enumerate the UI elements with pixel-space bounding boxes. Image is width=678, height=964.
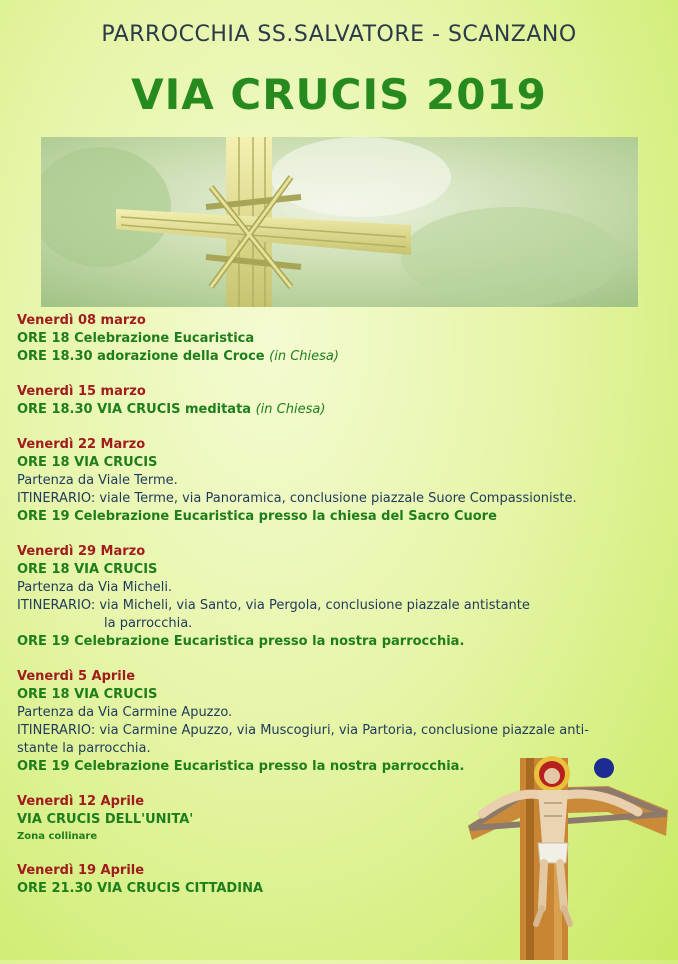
crucifix-image: [468, 748, 668, 960]
event-date: Venerdì 15 marzo: [17, 384, 146, 399]
event-date: Venerdì 19 Aprile: [17, 863, 145, 878]
event-line: ORE 18.30 adorazione della Croce (in Chiesa): [17, 349, 339, 364]
event-date: Venerdì 5 Aprile: [17, 669, 136, 684]
event-departure: Partenza da Via Micheli.: [17, 580, 173, 595]
event-itinerary-cont: la parrocchia.: [104, 616, 193, 631]
event-itinerary: ITINERARIO: via Carmine Apuzzo, via Muscogiuri, via Partoria, conclusione piazzale anti-: [17, 723, 589, 738]
event-date: Venerdì 12 Aprile: [17, 794, 145, 809]
event-line: ORE 18 VIA CRUCIS: [17, 562, 158, 577]
event-note: (in Chiesa): [269, 349, 339, 364]
event-line: ORE 18.30 VIA CRUCIS meditata (in Chiesa): [17, 402, 326, 417]
event-itinerary-cont: stante la parrocchia.: [17, 741, 151, 756]
event-item: [17, 383, 667, 419]
event-item: [17, 543, 667, 651]
event-date: Venerdì 08 marzo: [17, 313, 146, 328]
event-closing: ORE 19 Celebrazione Eucaristica presso la nostra parrocchia.: [17, 759, 465, 774]
parish-name: PARROCCHIA SS.SALVATORE - SCANZANO: [101, 22, 577, 47]
event-date: Venerdì 29 Marzo: [17, 544, 146, 559]
event-itinerary: ITINERARIO: via Micheli, via Santo, via Pergola, conclusione piazzale antistante: [17, 598, 530, 613]
event-sub: Zona collinare: [17, 831, 98, 842]
event-line: ORE 18 VIA CRUCIS: [17, 455, 158, 470]
event-note: (in Chiesa): [255, 402, 326, 417]
page-title: VIA CRUCIS 2019: [131, 70, 547, 119]
event-departure: Partenza da Viale Terme.: [17, 473, 178, 488]
event-line: ORE 18 VIA CRUCIS: [17, 687, 158, 702]
event-line: ORE 21.30 VIA CRUCIS CITTADINA: [17, 881, 264, 896]
event-item: [17, 436, 667, 526]
event-itinerary: ITINERARIO: viale Terme, via Panoramica, conclusione piazzale Suore Compassioniste.: [17, 491, 577, 506]
palm-cross-photo: [41, 137, 638, 307]
event-line: ORE 18 Celebrazione Eucaristica: [17, 331, 255, 346]
event-departure: Partenza da Via Carmine Apuzzo.: [17, 705, 233, 720]
event-closing: ORE 19 Celebrazione Eucaristica presso la chiesa del Sacro Cuore: [17, 509, 497, 524]
event-date: Venerdì 22 Marzo: [17, 437, 146, 452]
event-closing: ORE 19 Celebrazione Eucaristica presso la nostra parrocchia.: [17, 634, 465, 649]
event-line: VIA CRUCIS DELL'UNITA': [17, 812, 194, 827]
event-item: [17, 312, 667, 366]
